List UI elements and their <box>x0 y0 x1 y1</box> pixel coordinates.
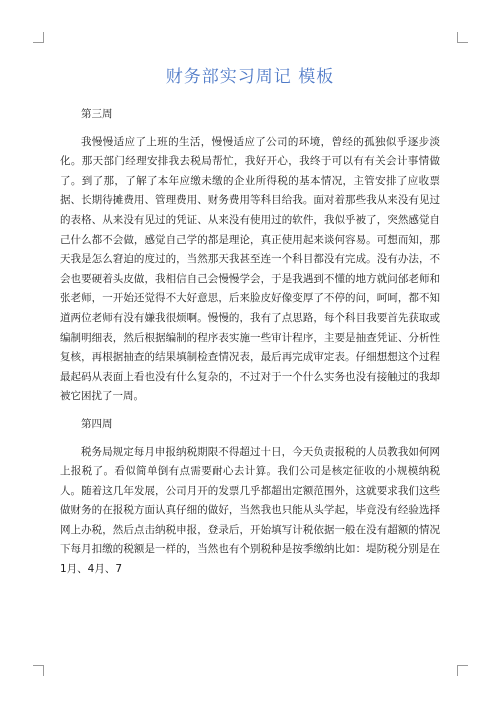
crop-mark-bottom-right <box>457 665 468 676</box>
document-body <box>60 105 440 588</box>
section-heading-week-3: 第三周 <box>81 108 113 120</box>
crop-mark-bottom-left <box>33 665 44 676</box>
document-title: 财务部实习周记 模板 <box>165 67 335 87</box>
section-paragraph-week-4: 税务局规定每月申报纳税期限不得超过十日，今天负责报税的人员教我如何网上报税了。看似简单倒有点需要耐心去计算。我们公司是核定征收的小规模纳税人。随着这几年发展，公司月开的发票几乎都超出定额范围外，这就要求我们这些做财务的在报税方面认真仔细的做好，当然我也只能从头学起，毕竟没有经验选择网上办税，然后点击纳税申报，登录后，开始填写计税依据一般在没有超额的情况下每月扣缴的税额是一样的，当然也有个别税种是按季缴纳比如：堤防税分别是在 1月、4月、7 <box>60 445 440 576</box>
crop-mark-top-left <box>33 32 44 43</box>
section-paragraph-week-3: 我慢慢适应了上班的生活，慢慢适应了公司的环境，曾经的孤独似乎逐步淡化。那天部门经理安排我去税局帮忙，我好开心，我终于可以有有关会计事情做了。到了那，了解了本年应缴未缴的企业所得税的基本情况，主管安排了应收票据、长期待摊费用、管理费用、财务费用等科目给我。面对着那些我从来没有见过的表格、从来没有见过的凭证、从来没有使用过的软件，我似乎被了，突然感觉自己什么都不会做，感觉自己学的都是理论，真正使用起来谈何容易。可想而知，那天我是怎么窘迫的度过的，当然那天我甚至连一个科目都没有完成。没有办法，不会也要硬着头皮做，我相信自己会慢慢学会，于是我遇到不懂的地方就问邰老师和张老师，一开始还觉得不大好意思，后来脸皮好像变厚了不停的问，呵呵，都不知道两位老师有没有嫌我很烦啊。慢慢的，我有了点思路，每个科目我要首先获取或编制明细表，然后根据编制的程序表实施一些审计程序，主要是抽查凭证、分析性复核，再根据抽查的结果填制检查情况表，最后再完成审定表。仔细想想这个过程最起码从表面上看也没有什么复杂的，不过对于一个什么实务也没有接触过的我却被它困扰了一周。 <box>60 135 440 403</box>
crop-mark-top-right <box>457 32 468 43</box>
section-heading-week-4: 第四周 <box>81 417 113 430</box>
